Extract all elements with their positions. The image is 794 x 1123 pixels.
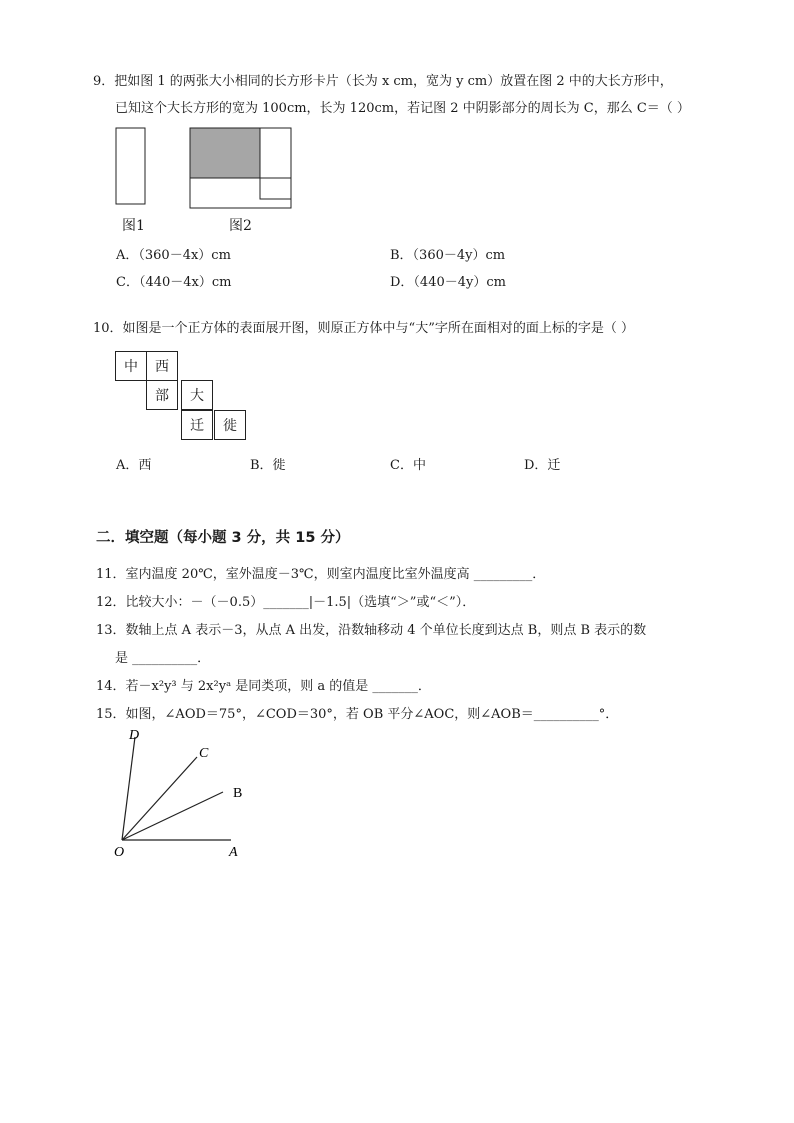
label-d: D — [129, 728, 140, 743]
q9-stem-line2: 已知这个大长方形的宽为 100cm，长为 120cm，若记图 2 中阴影部分的周长为 C，那么 C＝（ ） — [115, 101, 690, 116]
ray-ob — [122, 792, 223, 840]
q13-line1: 13．数轴上点 A 表示－3，从点 A 出发，沿数轴移动 4 个单位长度到达点 B，则点 B 表示的数 — [96, 623, 647, 638]
q10-stem: 10．如图是一个正方体的表面展开图，则原正方体中与“大”字所在面相对的面上标的字是（ ） — [93, 321, 634, 336]
ray-od — [122, 737, 135, 840]
q10-option-a: A．西 — [116, 458, 152, 473]
ray-oc — [122, 757, 197, 840]
q9-stem-line1: 9．把如图 1 的两张大小相同的长方形卡片（长为 x cm，宽为 y cm）放置在图 2 中的大长方形中， — [93, 74, 673, 89]
fig1-rectangle — [116, 128, 145, 204]
label-a: A — [229, 845, 238, 860]
fig2-caption: 图2 — [229, 218, 252, 234]
q9-option-a: A．（360－4x）cm — [116, 248, 231, 263]
q14: 14．若－x²y³ 与 2x²yᵃ 是同类项，则 a 的值是 _______． — [96, 679, 431, 694]
fig2-bottom-card — [190, 178, 291, 208]
fig2-shaded-region — [190, 128, 260, 178]
net-cell-xi2: 徙 — [214, 410, 246, 440]
q10-option-b: B．徙 — [250, 458, 286, 473]
net-cell-zhong: 中 — [115, 351, 147, 381]
net-cell-da: 大 — [181, 380, 213, 410]
label-b: B — [233, 786, 243, 801]
label-c: C — [199, 746, 209, 761]
q9-option-c: C．（440－4x）cm — [116, 275, 232, 290]
label-o: O — [114, 845, 125, 860]
q10-option-c: C．中 — [390, 458, 426, 473]
q15-angle-figure — [105, 725, 265, 865]
q12: 12．比较大小：－（－0.5）_______|－1.5|（选填“＞”或“＜”）． — [96, 595, 476, 610]
q9-figures — [112, 124, 302, 210]
net-cell-qian: 迁 — [181, 410, 213, 440]
fig2-right-card — [260, 128, 291, 199]
q11: 11．室内温度 20℃，室外温度－3℃，则室内温度比室外温度高 _________． — [96, 567, 546, 582]
q10-option-d: D．迁 — [524, 458, 561, 473]
q15-stem: 15．如图，∠AOD＝75°，∠COD＝30°，若 OB 平分∠AOC，则∠AOB＝__________°． — [96, 707, 619, 722]
net-cell-xi: 西 — [146, 351, 178, 381]
q13-line2: 是 __________． — [115, 651, 211, 666]
q9-option-d: D．（440－4y）cm — [390, 275, 506, 290]
q9-option-b: B．（360－4y）cm — [390, 248, 506, 263]
fig1-caption: 图1 — [122, 218, 145, 234]
section-2-title: 二．填空题（每小题 3 分，共 15 分） — [96, 530, 350, 546]
net-cell-bu: 部 — [146, 380, 178, 410]
